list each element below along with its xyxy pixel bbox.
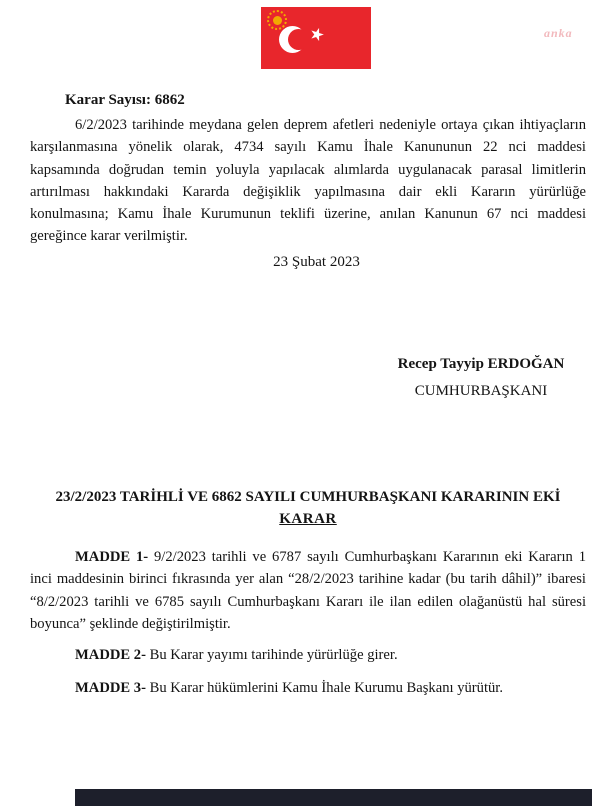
annex-heading-line2: KARAR: [279, 511, 337, 527]
turkish-presidential-flag: [261, 7, 371, 69]
signatory-name: Recep Tayyip ERDOĞAN: [397, 356, 565, 372]
article-madde-3: [30, 677, 586, 699]
article-madde-2: [30, 644, 586, 666]
document-date: 23 Şubat 2023: [273, 254, 360, 270]
presidential-sun-core-icon: [273, 16, 282, 25]
signatory-title: CUMHURBAŞKANI: [414, 383, 548, 399]
star-icon: ★: [306, 23, 328, 47]
articles-section: [30, 546, 586, 711]
article-1-label: MADDE 1-: [75, 549, 149, 565]
article-3-text: Bu Karar hükümlerini Kamu İhale Kurumu Başkanı yürütür.: [145, 680, 503, 697]
decision-number: Karar Sayısı: 6862: [65, 92, 185, 108]
article-3-label: MADDE 3-: [75, 680, 146, 697]
article-madde-1: [30, 546, 586, 635]
annex-heading: [30, 486, 586, 530]
intro-paragraph: 6/2/2023 tarihinde meydana gelen deprem afetleri nedeniyle ortaya çıkan ihtiyaçların karşılanmasına yönelik olarak, 4734 sayılı Kamu İhale Kanununun 22 nci maddesi kapsamında doğrudan temin yoluyla yapılacak alımlarda uygulanacak parasal limitlerin artırılması hakkındaki Kararda değişiklik yapılmasına dair ekli Kararın yürürlüğe konulmasına; Kamu İhale Kurumunun teklifi üzerine, anılan Kanunun 67 nci maddesi gereğince karar verilmiştir.: [30, 117, 586, 245]
article-2-text: Bu Karar yayımı tarihinde yürürlüğe girer.: [145, 647, 398, 664]
crescent-cutout: [288, 29, 309, 50]
article-2-label: MADDE 2-: [75, 647, 146, 664]
annex-heading-line1: 23/2/2023 TARİHLİ VE 6862 SAYILI CUMHURBAŞKANI KARARININ EKİ: [55, 489, 561, 505]
news-agency-watermark: anka: [544, 26, 573, 40]
redaction-bar: [75, 789, 592, 806]
signature-block: [371, 351, 591, 405]
article-1-text: 9/2/2023 tarihli ve 6787 sayılı Cumhurbaşkanı Kararının eki Kararın 1 inci maddesinin birinci fıkrasında yer alan “28/2/2023 tarihine kadar (bu tarih dâhil)” ibaresi “8/2/2023 tarihli ve 6785 sayılı Cumhurbaşkanı Kararı ile ilan edilen olağanüstü hal süresi boyunca” şeklinde değiştirilmiştir.: [30, 549, 586, 632]
